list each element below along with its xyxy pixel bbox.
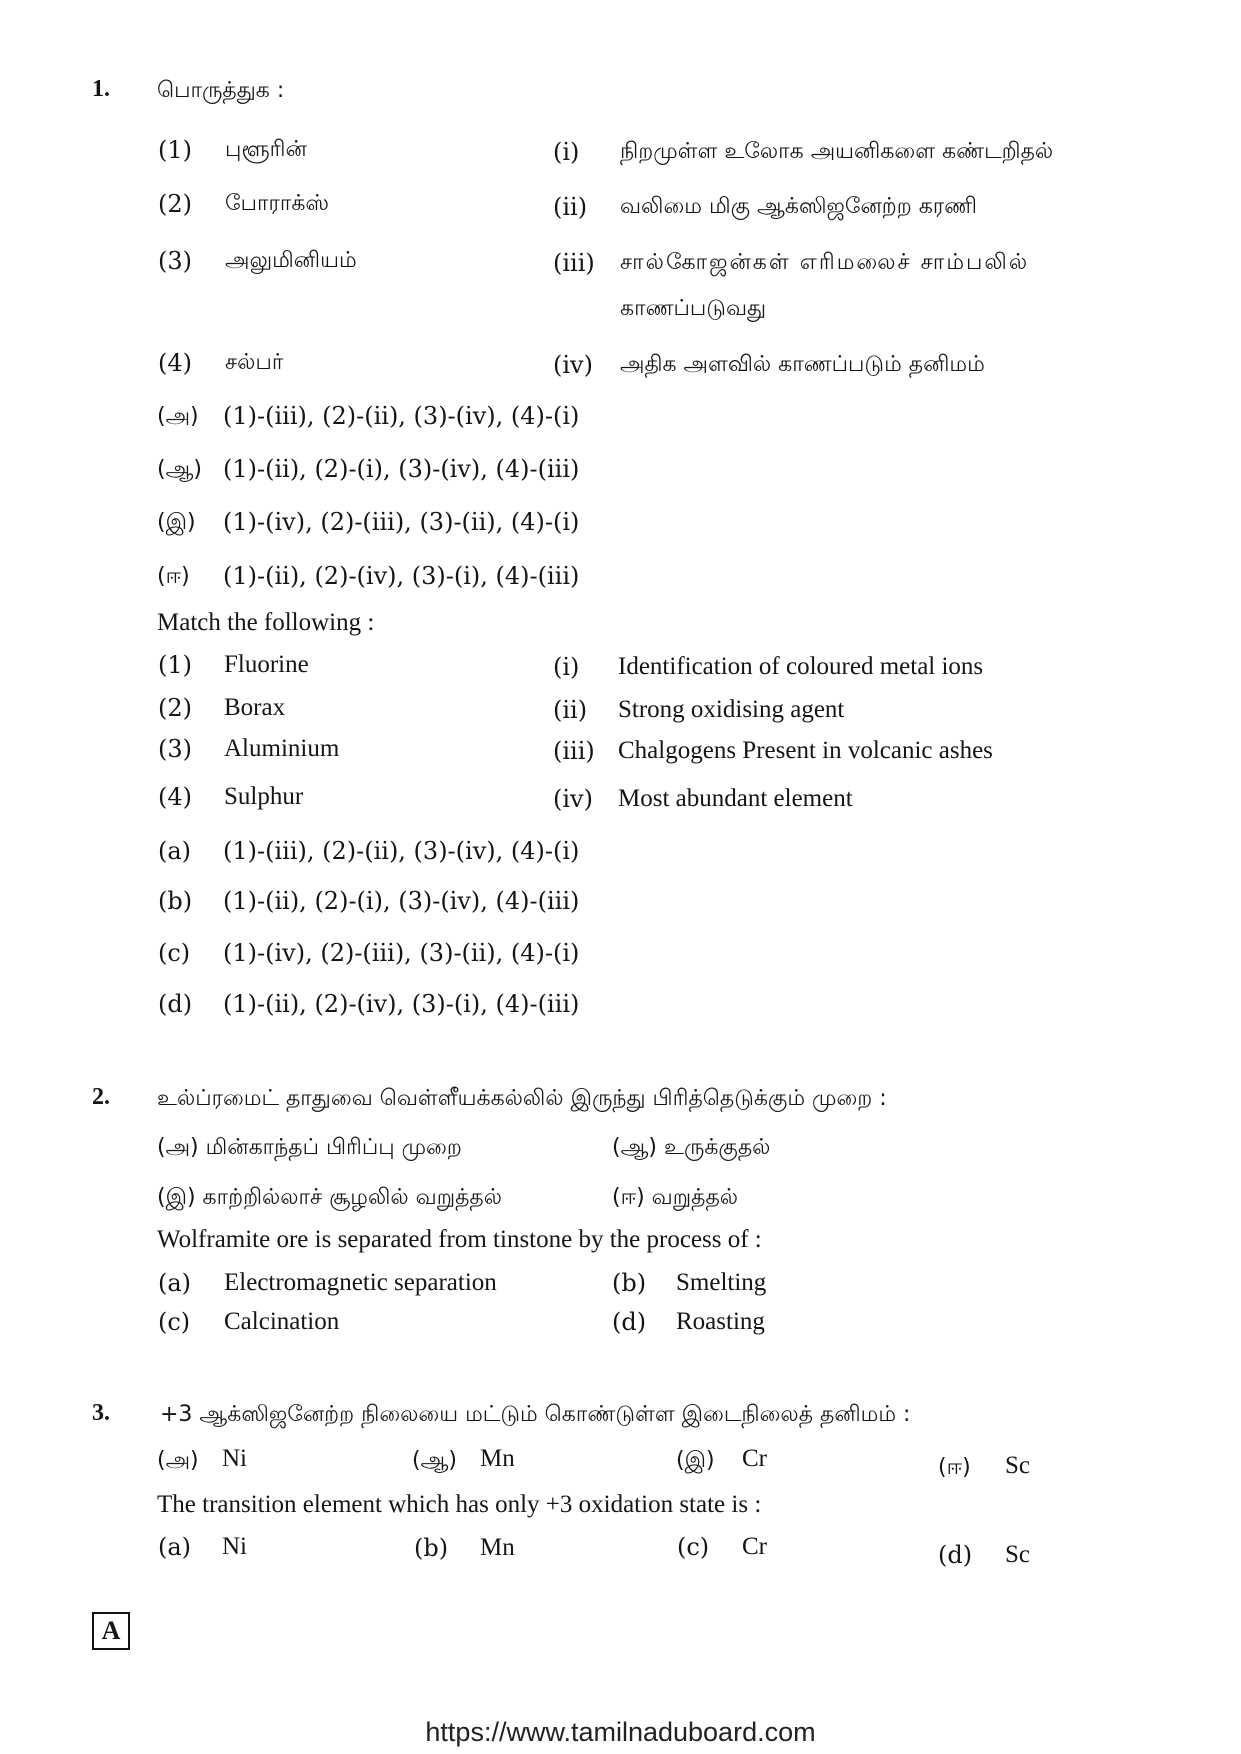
option-label: (d) — [938, 1541, 973, 1569]
left-item: Aluminium — [224, 735, 340, 762]
option-label: (இ) — [676, 1448, 715, 1473]
left-label: (2) — [158, 694, 192, 722]
option-label: (c) — [158, 939, 191, 967]
option-label: (d) — [158, 990, 193, 1018]
option-label: (a) — [158, 837, 192, 865]
option-label: (c) — [677, 1533, 710, 1561]
option-label: (அ) — [157, 1448, 199, 1473]
option-label: (b) — [612, 1269, 647, 1297]
question-text-tamil: உல்ப்ரமைட் தாதுவை வெள்ளீயக்கல்லில் இருந்து பிரித்தெடுக்கும் முறை : — [157, 1086, 887, 1111]
left-item: அலுமினியம் — [225, 248, 357, 273]
page-marker-badge: A — [92, 1612, 130, 1650]
option-text: (1)-(iii), (2)-(ii), (3)-(iv), (4)-(i) — [223, 837, 580, 865]
option-text: (1)-(iv), (2)-(iii), (3)-(ii), (4)-(i) — [223, 939, 580, 967]
right-label: (ii) — [553, 193, 588, 221]
option-text: Sc — [1005, 1541, 1030, 1568]
right-item: வலிமை மிகு ஆக்ஸிஜனேற்ற கரணி — [620, 194, 977, 219]
left-item: புளூரின் — [225, 137, 307, 162]
option-label: (இ) — [157, 510, 196, 535]
left-label: (4) — [158, 349, 192, 377]
option-text: Mn — [480, 1445, 515, 1472]
option-text: Cr — [742, 1533, 767, 1560]
footer-url[interactable]: https://www.tamilnaduboard.com — [425, 1717, 816, 1747]
option-text: (1)-(iii), (2)-(ii), (3)-(iv), (4)-(i) — [223, 402, 580, 430]
option-text: (1)-(ii), (2)-(i), (3)-(iv), (4)-(iii) — [223, 455, 580, 483]
right-label: (iv) — [553, 785, 593, 813]
question-instruction-tamil: பொருத்துக : — [157, 78, 285, 103]
option-text: (இ) காற்றில்லாச் சூழலில் வறுத்தல் — [157, 1185, 503, 1210]
right-label: (iv) — [553, 351, 593, 379]
left-label: (4) — [158, 783, 192, 811]
question-text-english: Wolframite ore is separated from tinstone by the process of : — [157, 1226, 762, 1253]
right-item: சால்கோஜன்கள் எரிமலைச் சாம்பலில் — [620, 250, 1030, 275]
left-item: போராக்ஸ் — [225, 191, 330, 216]
left-label: (2) — [158, 190, 192, 218]
option-text: Electromagnetic separation — [224, 1269, 497, 1296]
option-label: (ஈ) — [938, 1455, 971, 1480]
right-item: Chalgogens Present in volcanic ashes — [618, 737, 993, 764]
question-instruction-english: Match the following : — [157, 609, 375, 636]
option-label: (a) — [158, 1269, 192, 1297]
option-text: (1)-(ii), (2)-(i), (3)-(iv), (4)-(iii) — [223, 887, 580, 915]
option-label: (ஆ) — [412, 1448, 457, 1473]
option-text: (ஈ) வறுத்தல் — [612, 1185, 739, 1210]
right-label: (iii) — [553, 249, 595, 277]
left-label: (3) — [158, 247, 192, 275]
option-text: Roasting — [676, 1308, 765, 1335]
option-text: Smelting — [676, 1269, 767, 1296]
option-label: (b) — [158, 887, 193, 915]
option-text: Sc — [1005, 1452, 1030, 1479]
right-item: Strong oxidising agent — [618, 696, 845, 723]
left-item: Fluorine — [224, 651, 309, 678]
right-item: Identification of coloured metal ions — [618, 653, 984, 680]
option-text: Ni — [222, 1533, 247, 1560]
left-label: (1) — [158, 651, 192, 679]
right-label: (i) — [553, 138, 580, 166]
question-text-english: The transition element which has only +3 oxidation state is : — [157, 1491, 762, 1518]
option-text: (அ) மின்காந்தப் பிரிப்பு முறை — [157, 1135, 462, 1160]
right-item-continuation: காணப்படுவது — [620, 296, 767, 321]
option-text: (1)-(iv), (2)-(iii), (3)-(ii), (4)-(i) — [223, 508, 580, 536]
left-item: சல்பர் — [225, 350, 284, 375]
question-number: 3. — [92, 1400, 110, 1426]
option-label: (b) — [414, 1534, 449, 1562]
option-text: Mn — [480, 1534, 515, 1561]
option-text: Ni — [222, 1445, 247, 1472]
right-label: (iii) — [553, 737, 595, 765]
option-label: (அ) — [157, 404, 199, 429]
right-item: நிறமுள்ள உலோக அயனிகளை கண்டறிதல் — [620, 139, 1054, 164]
right-label: (i) — [553, 653, 580, 681]
left-item: Sulphur — [224, 783, 304, 810]
option-label: (ஆ) — [157, 457, 202, 482]
right-item: Most abundant element — [618, 785, 853, 812]
left-label: (1) — [158, 136, 192, 164]
option-label: (a) — [158, 1533, 192, 1561]
option-text: (1)-(ii), (2)-(iv), (3)-(i), (4)-(iii) — [223, 562, 580, 590]
question-number: 1. — [92, 76, 110, 102]
left-item: Borax — [224, 694, 286, 721]
left-label: (3) — [158, 735, 192, 763]
option-text: Cr — [742, 1445, 767, 1472]
option-text: (1)-(ii), (2)-(iv), (3)-(i), (4)-(iii) — [223, 990, 580, 1018]
question-number: 2. — [92, 1084, 110, 1110]
option-label: (ஈ) — [157, 564, 190, 589]
question-text-tamil: +3 ஆக்ஸிஜனேற்ற நிலையை மட்டும் கொண்டுள்ள இடைநிலைத் தனிமம் : — [160, 1402, 911, 1427]
option-text: (ஆ) உருக்குதல் — [612, 1135, 771, 1160]
option-label: (d) — [612, 1308, 647, 1336]
right-label: (ii) — [553, 696, 588, 724]
option-text: Calcination — [224, 1308, 340, 1335]
right-item: அதிக அளவில் காணப்படும் தனிமம் — [620, 352, 985, 377]
option-label: (c) — [158, 1308, 191, 1336]
